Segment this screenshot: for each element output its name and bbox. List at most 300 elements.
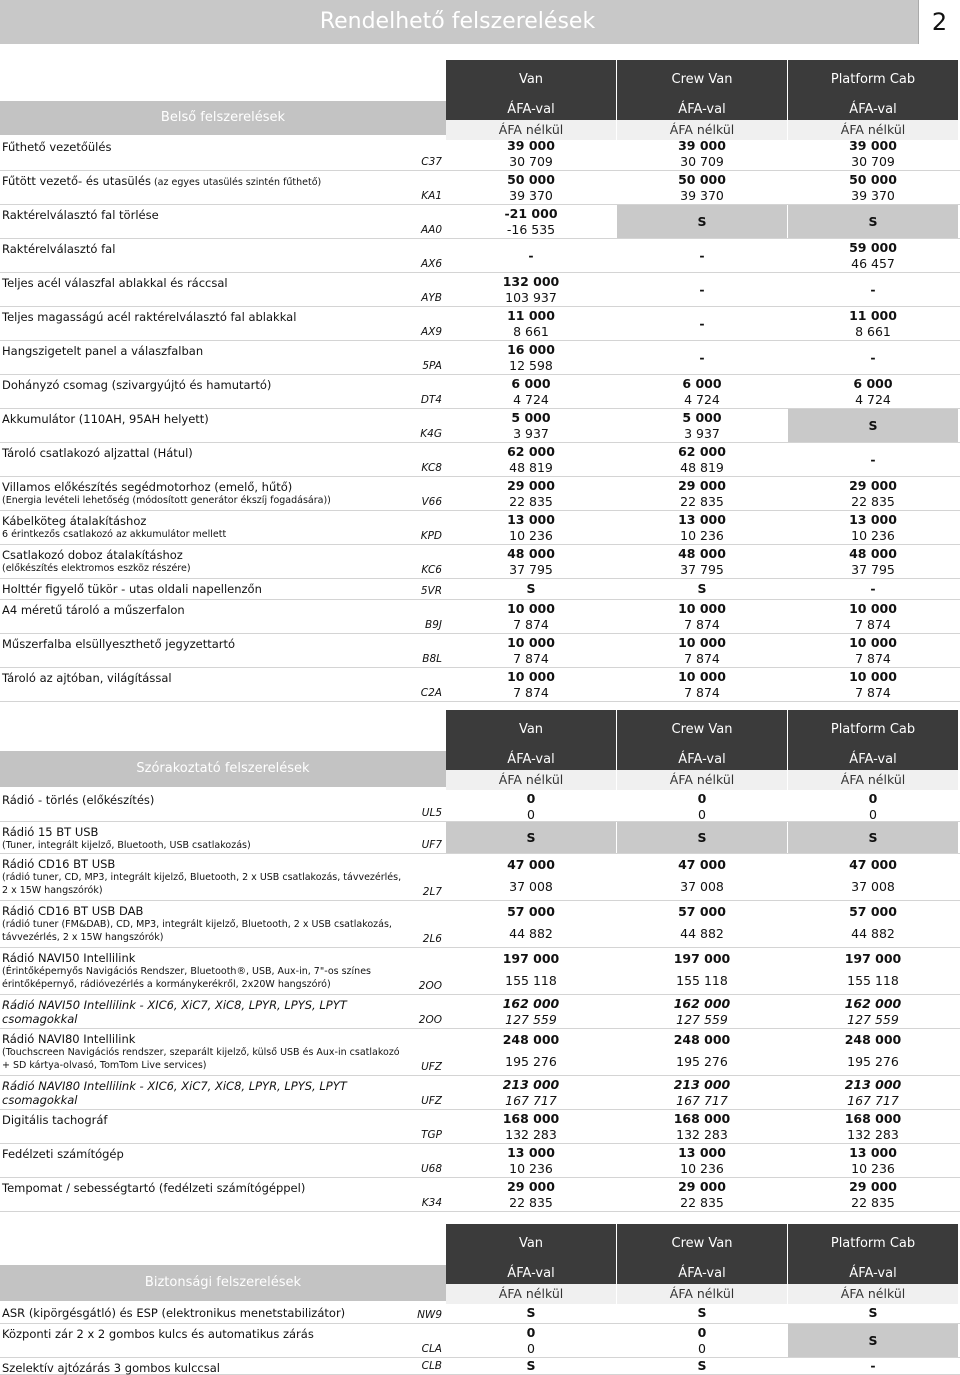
price-gross: 29 000 (678, 478, 726, 493)
price-net: 39 370 (509, 188, 553, 203)
price-value: S (526, 581, 536, 596)
item-description-2: 2 x 15W hangszórók) (2, 885, 103, 896)
table-row (0, 1303, 960, 1324)
price-net: 127 559 (676, 1012, 728, 1027)
price-gross: 10 000 (678, 669, 726, 684)
price-gross: 57 000 (678, 904, 726, 919)
price-net: 44 882 (680, 926, 724, 941)
price-net: 37 795 (680, 562, 724, 577)
price-gross: 47 000 (849, 857, 897, 872)
table-row (0, 579, 960, 600)
item-label: Csatlakozó doboz átalakításhoz (2, 548, 183, 562)
item-description-2: távvezérlés, 2 x 15W hangszórók) (2, 932, 164, 943)
item-description: (Energia levételi lehetőség (módosított generátor ékszíj fogadására)) (2, 495, 331, 506)
column-sub-gross: ÁFA-val (617, 750, 787, 770)
column-header-2: Platform Cab (788, 710, 958, 750)
table-row (0, 668, 960, 702)
item-label: Villamos előkészítés segédmotorhoz (emelő, hűtő) (2, 480, 293, 494)
price-net: 7 874 (684, 651, 720, 666)
price-gross: 13 000 (678, 512, 726, 527)
table-row (0, 375, 960, 409)
price-gross: 132 000 (502, 274, 560, 289)
price-net: 167 717 (676, 1093, 728, 1108)
item-label: Rádió - törlés (előkészítés) (2, 793, 155, 807)
option-code: 2L7 (422, 886, 442, 898)
item-description-2: érintőképernyő, rádióvezérlés a kormánykerékről, 2x20W hangszóró) (2, 979, 331, 990)
price-gross: 39 000 (849, 138, 897, 153)
table-row (0, 901, 960, 948)
price-net: 10 236 (509, 1161, 553, 1176)
price-net: 0 (698, 1341, 706, 1356)
price-gross: 57 000 (507, 904, 555, 919)
price-gross: 13 000 (678, 1145, 726, 1160)
table-row (0, 1324, 960, 1358)
price-gross: 213 000 (844, 1077, 902, 1092)
price-gross: 10 000 (849, 601, 897, 616)
column-sub-net: ÁFA nélkül (617, 120, 787, 140)
item-description: (Tuner, integrált kijelző, Bluetooth, USB csatlakozás) (2, 840, 251, 851)
table-row (0, 995, 960, 1029)
price-net: 22 835 (680, 494, 724, 509)
option-code: AX6 (420, 258, 442, 270)
table-row (0, 307, 960, 341)
table-row (0, 634, 960, 668)
column-sub-gross: ÁFA-val (788, 750, 958, 770)
price-net: 132 283 (676, 1127, 728, 1142)
table-row (0, 137, 960, 171)
price-net: 195 276 (505, 1054, 557, 1069)
price-value: S (617, 822, 787, 853)
table-row (0, 822, 960, 854)
price-gross: 50 000 (507, 172, 555, 187)
column-header-0: Van (446, 710, 616, 750)
price-value: - (699, 248, 705, 263)
price-gross: 6 000 (511, 376, 551, 391)
item-label: Kábelköteg átalakításhoz (2, 514, 147, 528)
price-net: 7 874 (513, 685, 549, 700)
price-gross: 5 000 (511, 410, 551, 425)
price-net: 10 236 (851, 1161, 895, 1176)
price-gross: 10 000 (678, 635, 726, 650)
item-description-2: csomagokkal (2, 1093, 78, 1107)
price-net: 10 236 (680, 528, 724, 543)
option-code: AA0 (420, 224, 442, 236)
price-value: S (526, 1305, 536, 1320)
item-label: Holttér figyelő tükör - utas oldali napellenzőn (2, 582, 262, 596)
price-gross: 48 000 (849, 546, 897, 561)
item-description: (előkészítés elektromos eszköz részére) (2, 563, 191, 574)
price-gross: 197 000 (673, 951, 731, 966)
page-header (0, 0, 960, 44)
item-label: Raktérelválasztó fal (2, 242, 116, 256)
table-row (0, 1029, 960, 1076)
price-gross: 50 000 (678, 172, 726, 187)
table-row (0, 511, 960, 545)
price-net: 10 236 (509, 528, 553, 543)
price-value: S (788, 205, 958, 238)
price-gross: 6 000 (682, 376, 722, 391)
option-code: C2A (420, 687, 442, 699)
item-description: 6 érintkezős csatlakozó az akkumulátor mellett (2, 529, 227, 540)
price-gross: 13 000 (507, 1145, 555, 1160)
price-net: 127 559 (847, 1012, 899, 1027)
option-code: DT4 (420, 394, 442, 406)
price-net: 12 598 (509, 358, 553, 373)
price-net: 30 709 (509, 154, 553, 169)
price-net: 22 835 (851, 494, 895, 509)
price-gross: 16 000 (507, 342, 555, 357)
option-code: CLB (421, 1360, 442, 1372)
table-row (0, 443, 960, 477)
price-net: 3 937 (513, 426, 549, 441)
price-gross: 13 000 (507, 512, 555, 527)
item-label: Szelektív ajtózárás 3 gombos kulccsal (2, 1361, 220, 1375)
price-gross: 47 000 (678, 857, 726, 872)
column-sub-gross: ÁFA-val (788, 1264, 958, 1284)
option-code: CLA (421, 1343, 442, 1355)
price-value: - (870, 1358, 876, 1373)
price-net: 127 559 (505, 1012, 557, 1027)
column-sub-net: ÁFA nélkül (446, 770, 616, 790)
price-net: 8 661 (513, 324, 549, 339)
price-gross: 197 000 (502, 951, 560, 966)
price-gross: -21 000 (504, 206, 558, 221)
price-gross: 162 000 (844, 996, 902, 1011)
item-description: (Touchscreen Navigációs rendszer, szeparált kijelző, külső USB és Aux-in csatlakozó (2, 1047, 400, 1058)
item-label: Tároló az ajtóban, világítással (2, 671, 172, 685)
item-label: Tempomat / sebességtartó (fedélzeti számítógéppel) (2, 1181, 306, 1195)
price-value: S (617, 205, 787, 238)
option-code: UFZ (421, 1061, 442, 1073)
price-net: 167 717 (847, 1093, 899, 1108)
price-net: 155 118 (847, 973, 899, 988)
option-code: U68 (420, 1163, 442, 1175)
price-value: S (526, 1358, 536, 1373)
price-value: S (697, 1358, 707, 1373)
page-number: 2 (918, 0, 960, 44)
column-sub-net: ÁFA nélkül (446, 1284, 616, 1304)
price-value: - (528, 248, 534, 263)
price-value: S (697, 581, 707, 596)
price-gross: 10 000 (678, 601, 726, 616)
item-label: ASR (kipörgésgátló) és ESP (elektronikus menetstabilizátor) (2, 1306, 346, 1320)
price-value: - (870, 350, 876, 365)
price-gross: 29 000 (507, 478, 555, 493)
price-gross: 0 (868, 791, 878, 806)
price-value: - (699, 316, 705, 331)
price-net: 4 724 (684, 392, 720, 407)
option-code: 5VR (420, 585, 442, 597)
price-value: - (699, 282, 705, 297)
item-label: Teljes acél válaszfal ablakkal és ráccsal (2, 276, 228, 290)
price-gross: 29 000 (678, 1179, 726, 1194)
table-row (0, 1076, 960, 1110)
price-gross: 0 (526, 1325, 536, 1340)
price-net: 10 236 (851, 528, 895, 543)
price-net: 195 276 (847, 1054, 899, 1069)
item-label: Rádió CD16 BT USB DAB (2, 904, 144, 918)
item-label: Rádió CD16 BT USB (2, 857, 116, 871)
table-row (0, 1178, 960, 1212)
price-gross: 0 (697, 791, 707, 806)
price-net: 37 795 (851, 562, 895, 577)
option-code: K34 (421, 1197, 442, 1209)
price-gross: 0 (526, 791, 536, 806)
price-gross: 39 000 (678, 138, 726, 153)
table-row (0, 205, 960, 239)
item-description: (rádió tuner (FM&DAB), CD, MP3, integrált kijelző, Bluetooth, 2 x USB csatlakozás, (2, 919, 392, 930)
price-net: 39 370 (680, 188, 724, 203)
price-net: 155 118 (505, 973, 557, 988)
price-net: 3 937 (684, 426, 720, 441)
item-label: Rádió NAVI50 Intellilink - XIC6, XiC7, XiC8, LPYR, LPYS, LPYT (2, 998, 347, 1012)
price-gross: 6 000 (853, 376, 893, 391)
option-code: UF7 (421, 839, 442, 851)
price-net: 30 709 (680, 154, 724, 169)
option-code: KA1 (421, 190, 442, 202)
price-gross: 248 000 (844, 1032, 902, 1047)
price-gross: 213 000 (502, 1077, 560, 1092)
option-code: KC8 (421, 462, 442, 474)
column-sub-net: ÁFA nélkül (617, 770, 787, 790)
column-header-2: Platform Cab (788, 60, 958, 100)
price-value: - (870, 282, 876, 297)
table-row (0, 409, 960, 443)
price-net: 167 717 (505, 1093, 557, 1108)
price-net: 195 276 (676, 1054, 728, 1069)
item-label: Fűthető vezetőülés (2, 140, 112, 154)
price-gross: 197 000 (844, 951, 902, 966)
column-sub-net: ÁFA nélkül (788, 770, 958, 790)
price-value: S (697, 1305, 707, 1320)
price-gross: 62 000 (678, 444, 726, 459)
price-gross: 48 000 (507, 546, 555, 561)
price-net: 44 882 (851, 926, 895, 941)
option-code: 2OO (418, 1014, 442, 1026)
price-gross: 47 000 (507, 857, 555, 872)
item-label: Akkumulátor (110AH, 95AH helyett) (2, 412, 209, 426)
price-gross: 10 000 (849, 669, 897, 684)
price-net: 0 (527, 807, 535, 822)
price-net: 22 835 (509, 1195, 553, 1210)
price-net: 0 (527, 1341, 535, 1356)
column-header-1: Crew Van (617, 710, 787, 750)
price-gross: 29 000 (849, 1179, 897, 1194)
option-code: AX9 (420, 326, 442, 338)
price-gross: 0 (697, 1325, 707, 1340)
price-value: S (868, 1305, 878, 1320)
item-label: Teljes magasságú acél raktérelválasztó fal ablakkal (2, 310, 297, 324)
option-code: KC6 (421, 564, 442, 576)
item-note: (az egyes utasülés szintén fűthető) (150, 177, 322, 188)
price-net: 37 008 (509, 879, 553, 894)
price-gross: 10 000 (507, 635, 555, 650)
column-header-1: Crew Van (617, 1224, 787, 1264)
column-sub-gross: ÁFA-val (446, 750, 616, 770)
column-sub-gross: ÁFA-val (788, 100, 958, 120)
price-net: 7 874 (855, 651, 891, 666)
table-row (0, 790, 960, 822)
price-gross: 162 000 (502, 996, 560, 1011)
table-row (0, 1110, 960, 1144)
option-code: KPD (420, 530, 442, 542)
item-label: Rádió NAVI80 Intellilink - XIC6, XiC7, XiC8, LPYR, LPYS, LPYT (2, 1079, 347, 1093)
item-description: (Érintőképernyős Navigációs Rendszer, Bluetooth®, USB, Aux-in, 7"-os színes (2, 966, 371, 977)
price-value: - (699, 350, 705, 365)
price-net: 155 118 (676, 973, 728, 988)
price-gross: 59 000 (849, 240, 897, 255)
price-gross: 168 000 (844, 1111, 902, 1126)
price-gross: 168 000 (502, 1111, 560, 1126)
price-value: S (788, 822, 958, 853)
item-label: Központi zár 2 x 2 gombos kulcs és automatikus zárás (2, 1327, 314, 1341)
section-title: Szórakoztató felszerelések (0, 751, 446, 787)
option-code: NW9 (417, 1309, 442, 1321)
price-net: 7 874 (513, 617, 549, 632)
price-net: 132 283 (505, 1127, 557, 1142)
price-net: 7 874 (684, 617, 720, 632)
table-row (0, 1358, 960, 1375)
price-gross: 13 000 (849, 1145, 897, 1160)
price-gross: 10 000 (507, 601, 555, 616)
option-code: TGP (421, 1129, 442, 1141)
item-label: Dohányzó csomag (szivargyújtó és hamutartó) (2, 378, 272, 392)
price-net: 37 008 (851, 879, 895, 894)
price-gross: 62 000 (507, 444, 555, 459)
section-title: Biztonsági felszerelések (0, 1265, 446, 1301)
column-sub-net: ÁFA nélkül (446, 120, 616, 140)
price-gross: 39 000 (507, 138, 555, 153)
price-gross: 11 000 (507, 308, 555, 323)
price-gross: 13 000 (849, 512, 897, 527)
option-code: B8L (422, 653, 442, 665)
table-row (0, 1144, 960, 1178)
price-value: S (788, 1324, 958, 1357)
item-description-2: + SD kártya-olvasó, TomTom Live services) (2, 1060, 207, 1071)
option-code: 5PA (422, 360, 442, 372)
item-label: Rádió NAVI80 Intellilink (2, 1032, 136, 1046)
table-row (0, 600, 960, 634)
page-title: Rendelhető felszerelések (319, 9, 596, 34)
item-label: Fűtött vezető- és utasülés (az egyes utasülés szintén fűthető) (2, 174, 322, 188)
option-code: AYB (421, 292, 442, 304)
price-gross: 11 000 (849, 308, 897, 323)
price-gross: 213 000 (673, 1077, 731, 1092)
column-sub-net: ÁFA nélkül (617, 1284, 787, 1304)
column-sub-gross: ÁFA-val (617, 100, 787, 120)
item-label: Hangszigetelt panel a válaszfalban (2, 344, 204, 358)
price-gross: 168 000 (673, 1111, 731, 1126)
item-label: Tároló csatlakozó aljzattal (Hátul) (2, 446, 193, 460)
table-row (0, 545, 960, 579)
price-gross: 29 000 (849, 478, 897, 493)
table-row (0, 341, 960, 375)
price-gross: 248 000 (673, 1032, 731, 1047)
option-code: 2OO (418, 980, 442, 992)
table-row (0, 854, 960, 901)
price-net: 46 457 (851, 256, 895, 271)
item-label: A4 méretű tároló a műszerfalon (2, 603, 185, 617)
item-label: Rádió 15 BT USB (2, 825, 99, 839)
price-net: 7 874 (684, 685, 720, 700)
price-gross: 248 000 (502, 1032, 560, 1047)
column-sub-gross: ÁFA-val (446, 100, 616, 120)
price-net: 22 835 (680, 1195, 724, 1210)
table-row (0, 171, 960, 205)
item-label: Műszerfalba elsüllyeszthető jegyzettartó (2, 637, 236, 651)
price-gross: 162 000 (673, 996, 731, 1011)
item-label: Fedélzeti számítógép (2, 1147, 124, 1161)
option-code: UFZ (421, 1095, 442, 1107)
option-code: C37 (421, 156, 442, 168)
option-code: K4G (420, 428, 442, 440)
option-code: B9J (425, 619, 442, 631)
price-net: 0 (698, 807, 706, 822)
table-row (0, 948, 960, 995)
price-value: - (870, 452, 876, 467)
section-title: Belső felszerelések (0, 101, 446, 135)
column-header-0: Van (446, 1224, 616, 1264)
item-label: Digitális tachográf (2, 1113, 108, 1127)
price-gross: 10 000 (507, 669, 555, 684)
price-gross: 10 000 (849, 635, 897, 650)
option-code: 2L6 (422, 933, 442, 945)
price-gross: 5 000 (682, 410, 722, 425)
price-value: S (788, 409, 958, 442)
column-sub-gross: ÁFA-val (617, 1264, 787, 1284)
column-header-1: Crew Van (617, 60, 787, 100)
table-row (0, 239, 960, 273)
price-value: S (446, 822, 616, 853)
item-description: (rádió tuner, CD, MP3, integrált kijelző, Bluetooth, 2 x USB csatlakozás, távvezérlés, (2, 872, 402, 883)
price-net: 7 874 (855, 685, 891, 700)
price-net: 7 874 (513, 651, 549, 666)
price-net: 37 008 (680, 879, 724, 894)
price-net: 132 283 (847, 1127, 899, 1142)
table-row (0, 477, 960, 511)
column-sub-net: ÁFA nélkül (788, 1284, 958, 1304)
price-net: 0 (869, 807, 877, 822)
item-label: Raktérelválasztó fal törlése (2, 208, 159, 222)
price-gross: 50 000 (849, 172, 897, 187)
price-value: - (870, 581, 876, 596)
price-gross: 57 000 (849, 904, 897, 919)
column-sub-net: ÁFA nélkül (788, 120, 958, 140)
price-net: 30 709 (851, 154, 895, 169)
price-net: 4 724 (513, 392, 549, 407)
price-gross: 29 000 (507, 1179, 555, 1194)
price-net: 4 724 (855, 392, 891, 407)
price-net: -16 535 (506, 222, 556, 237)
price-net: 7 874 (855, 617, 891, 632)
item-description-2: csomagokkal (2, 1012, 78, 1026)
column-sub-gross: ÁFA-val (446, 1264, 616, 1284)
column-header-0: Van (446, 60, 616, 100)
item-label: Rádió NAVI50 Intellilink (2, 951, 136, 965)
price-net: 10 236 (680, 1161, 724, 1176)
price-gross: 48 000 (678, 546, 726, 561)
price-net: 103 937 (505, 290, 557, 305)
price-net: 48 819 (680, 460, 724, 475)
option-code: UL5 (421, 807, 442, 819)
price-net: 37 795 (509, 562, 553, 577)
option-code: V66 (421, 496, 442, 508)
column-header-2: Platform Cab (788, 1224, 958, 1264)
price-net: 8 661 (855, 324, 891, 339)
price-net: 48 819 (509, 460, 553, 475)
price-net: 39 370 (851, 188, 895, 203)
table-row (0, 273, 960, 307)
